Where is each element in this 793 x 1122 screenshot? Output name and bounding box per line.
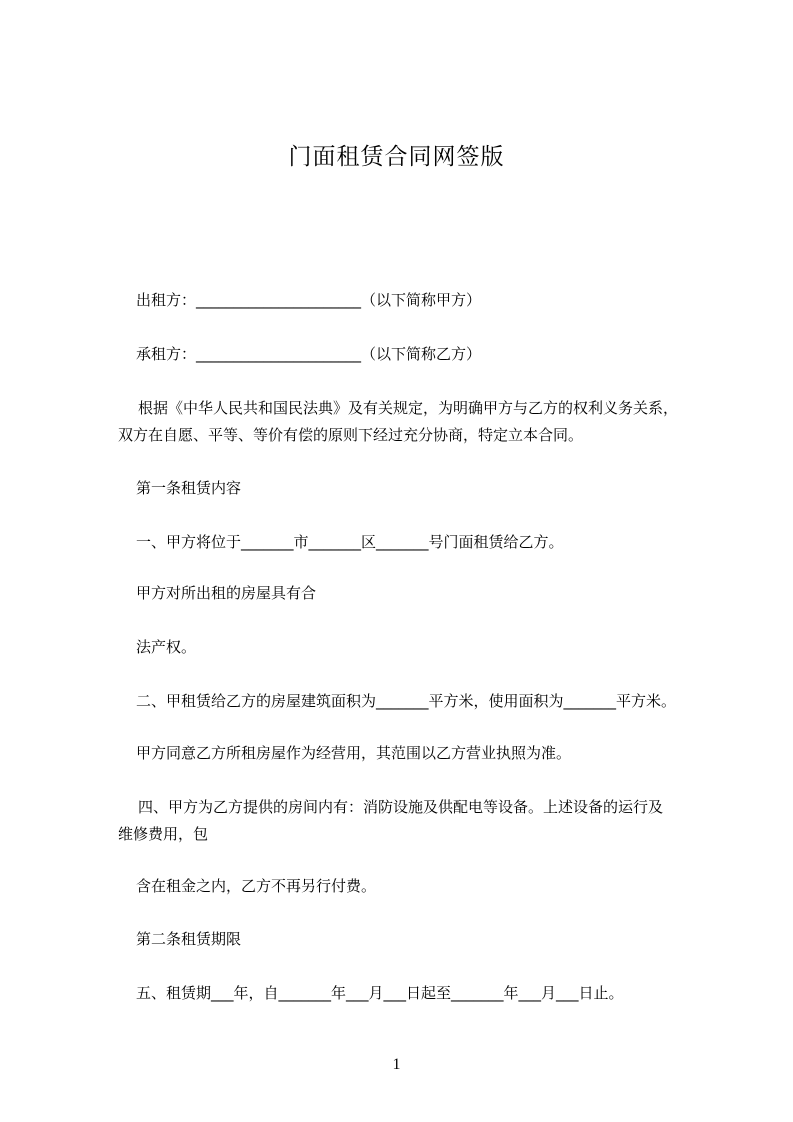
page-number: 1 xyxy=(392,1056,401,1073)
article-1-heading: 第一条租赁内容 xyxy=(136,479,242,497)
preamble-line-2: 双方在自愿、平等、等价有偿的原则下经过充分协商，特定立本合同。 xyxy=(118,426,584,444)
clause-ownership-line-1: 甲方对所出租的房屋具有合 xyxy=(136,584,317,602)
lessor-line: 出租方：______________________（以下简称甲方） xyxy=(136,291,482,309)
clause-5-term: 五、租赁期___年，自_______年___月___日起至_______年___月___日止。 xyxy=(136,984,624,1002)
clause-4-line-2: 维修费用，包 xyxy=(118,825,209,843)
clause-4-line-1: 四、甲方为乙方提供的房间内有：消防设施及供配电等设备。上述设备的运行及 xyxy=(138,798,664,816)
clause-1-location: 一、甲方将位于_______市_______区_______号门面租赁给乙方。 xyxy=(136,533,564,551)
document-title: 门面租赁合同网签版 xyxy=(288,144,505,170)
clause-4-line-3: 含在租金之内，乙方不再另行付费。 xyxy=(136,877,377,895)
article-2-heading: 第二条租赁期限 xyxy=(136,930,242,948)
preamble-line-1: 根据《中华人民共和国民法典》及有关规定，为明确甲方与乙方的权利义务关系， xyxy=(138,399,679,417)
clause-2-area: 二、甲租赁给乙方的房屋建筑面积为_______平方米，使用面积为_______平方米。 xyxy=(136,692,677,710)
clause-usage: 甲方同意乙方所租房屋作为经营用，其范围以乙方营业执照为准。 xyxy=(136,744,572,762)
clause-ownership-line-2: 法产权。 xyxy=(136,638,197,656)
lessee-line: 承租方：______________________（以下简称乙方） xyxy=(136,345,482,363)
